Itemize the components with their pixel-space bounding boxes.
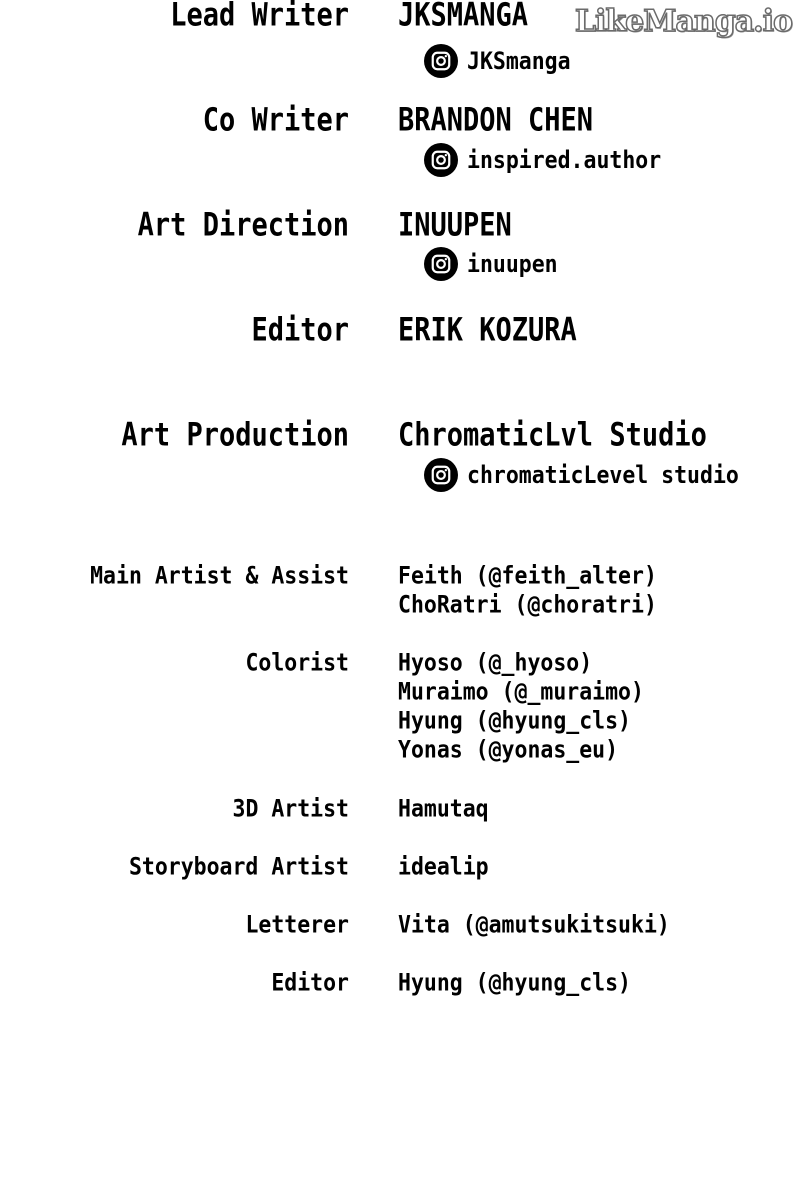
credit-role-lead-writer: Lead Writer [170, 0, 349, 34]
credit-name-colorist-2: Muraimo (@_muraimo) [398, 678, 644, 707]
instagram-handle-art-direction[interactable] [424, 247, 558, 281]
credit-role-art-direction: Art Direction [137, 207, 349, 244]
instagram-handle-co-writer[interactable] [424, 143, 661, 177]
credit-name-colorist-3: Hyung (@hyung_cls) [398, 707, 631, 736]
watermark: LikeManga.io [574, 4, 792, 39]
credit-name-co-writer: BRANDON CHEN [398, 102, 594, 139]
credit-role-co-writer: Co Writer [202, 102, 349, 139]
credit-role-art-production: Art Production [121, 417, 349, 454]
credit-name-lead-writer: JKSMANGA [398, 0, 529, 34]
credit-role-3d-artist: 3D Artist [232, 795, 349, 824]
instagram-icon [424, 247, 458, 281]
credit-role-storyboard-artist: Storyboard Artist [128, 853, 349, 882]
credit-name-main-artist-2: ChoRatri (@choratri) [398, 591, 657, 620]
instagram-icon [424, 44, 458, 78]
credit-role-letterer: Letterer [245, 911, 349, 940]
credit-role-editor-2: Editor [271, 969, 349, 998]
credit-name-letterer: Vita (@amutsukitsuki) [398, 911, 670, 940]
credit-name-editor-2: Hyung (@hyung_cls) [398, 969, 631, 998]
credit-name-3d-artist: Hamutaq [398, 795, 489, 824]
instagram-handle-art-production[interactable] [424, 458, 739, 492]
instagram-icon [424, 143, 458, 177]
credit-name-storyboard-artist: idealip [398, 853, 489, 882]
credit-name-art-production: ChromaticLvl Studio [398, 417, 707, 454]
instagram-handle-text: JKSmanga [467, 47, 571, 75]
credit-name-colorist-1: Hyoso (@_hyoso) [398, 649, 593, 678]
credit-role-main-artist: Main Artist & Assist [90, 562, 349, 591]
credit-role-editor: Editor [251, 312, 349, 349]
instagram-icon [424, 458, 458, 492]
instagram-handle-text: inuupen [467, 250, 558, 278]
instagram-handle-text: chromaticLevel studio [467, 461, 739, 489]
credit-name-colorist-4: Yonas (@yonas_eu) [398, 736, 619, 765]
instagram-handle-text: inspired.author [467, 146, 662, 174]
credit-name-main-artist-1: Feith (@feith_alter) [398, 562, 657, 591]
credit-role-colorist: Colorist [245, 649, 349, 678]
credit-name-art-direction: INUUPEN [398, 207, 512, 244]
instagram-handle-lead-writer[interactable] [424, 44, 571, 78]
credit-name-editor: ERIK KOZURA [398, 312, 577, 349]
